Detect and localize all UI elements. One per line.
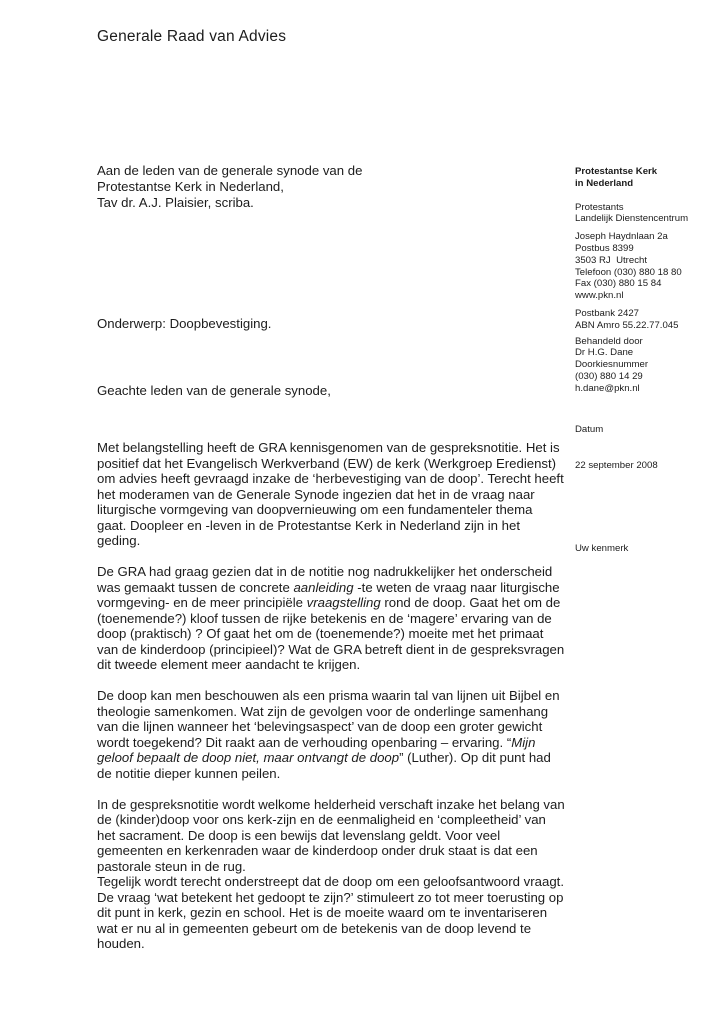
body-text-run: De GRA had graag gezien dat in de notitie nog nadrukkelijker het onderscheid was gemaakt tussen de concrete <box>97 564 553 595</box>
text-line: Postbus 8399 <box>575 242 634 254</box>
reference-label: Uw kenmerk <box>575 542 629 554</box>
text-line: (030) 880 14 29 <box>575 370 643 382</box>
body-text-run: rond de doop. Gaat het om de (toenemende?) kloof tussen de rijke betekenis en de ‘magere’ ervaring van de doop (praktisch) ? Of gaat het om de (toenemende?) moeite met het primaat van de kinderdoop (principieel)? Wat de GRA betreft dient in de gespreksvragen dit tweede element meer aandacht te krijgen. <box>97 595 565 672</box>
body-text-run: De doop kan men beschouwen als een prisma waarin tal van lijnen uit Bijbel en theologie samenkomen. Wat zijn de gevolgen voor de onderlinge samenhang van die lijnen wanneer het ‘belevingsaspect’ van de doop een groter gewicht wordt toegekend? Dit raakt aan de verhouding openbaring – ervaring. “ <box>97 688 560 750</box>
text-line: Doorkiesnummer <box>575 359 649 371</box>
body-paragraph <box>97 564 565 673</box>
subject-line: Onderwerp: Doopbevestiging. <box>97 316 272 331</box>
letterhead-reference-block <box>575 519 713 578</box>
text-line: Landelijk Dienstencentrum <box>575 213 689 225</box>
body-text-run: Tegelijk wordt terecht onderstreept dat de doop om een geloofsantwoord vraagt. De vraag ‘wat betekent het gedoopt te zijn?’ stimuleert zo tot meer toerusting op dit punt in kerk, gezin en school. Het is de moeite waard om te inventariseren wat er nu al in gemeenten gebeurt om de betekenis van de doop levend te houden. <box>97 874 564 951</box>
text-line: www.pkn.nl <box>575 290 624 302</box>
recipient-address-block <box>97 163 362 211</box>
text-line: Fax (030) 880 15 84 <box>575 278 662 290</box>
text-line: Behandeld door <box>575 335 643 347</box>
text-line: h.dane@pkn.nl <box>575 382 640 394</box>
emphasized-text: vraagstelling <box>306 595 381 610</box>
salutation-line: Geachte leden van de generale synode, <box>97 383 331 398</box>
text-line: Protestants <box>575 201 624 213</box>
text-line: Joseph Haydnlaan 2a <box>575 231 668 243</box>
body-text-run: -te weten de vraag naar liturgische vormgeving- en de meer principiële <box>97 579 560 610</box>
body-text-run: Met belangstelling heeft de GRA kennisgenomen van de gespreksnotitie. Het is positief dat het Evangelisch Werkverband (EW) de kerk (Werkgroep Eredienst) om advies heeft gevraagd inzake de ‘herbevestiging van de doop’. Terecht heeft het moderamen van de Generale Synode ingezien dat het in de vraag naar liturgische vormgeving van doopvernieuwing om een fundamenteler thema gaat. Doopleer en -leven in de Protestantse Kerk in Nederland zijn in het geding. <box>97 440 564 548</box>
letter-body <box>97 440 565 952</box>
text-line: Aan de leden van de generale synode van de <box>97 163 363 178</box>
date-value: 22 september 2008 <box>575 459 658 471</box>
letterhead-contact-person <box>575 336 713 395</box>
date-label: Datum <box>575 424 604 436</box>
body-text-run: In de gespreksnotitie wordt welkome helderheid verschaft inzake het belang van de (kinder)doop voor ons kerk-zijn en de eenmaligheid en ‘compleetheid’ van het sacrament. De doop is een bewijs dat levenslang geldt. Voor veel gemeenten en kerkenraden waar de kinderdoop onder druk staat is dat een pastorale steun in de rug. <box>97 796 565 874</box>
letterhead-bank-accounts <box>575 308 713 332</box>
body-paragraph <box>97 874 565 952</box>
text-line: Tav dr. A.J. Plaisier, scriba. <box>97 195 254 210</box>
text-line: Telefoon (030) 880 18 80 <box>575 266 682 278</box>
body-text-run: ” (Luther). Op dit punt had de notitie dieper kunnen peilen. <box>97 750 551 781</box>
letter-title: Generale Raad van Advies <box>97 28 287 45</box>
text-line: ABN Amro 55.22.77.045 <box>575 319 679 331</box>
letterhead-date-block <box>575 401 713 495</box>
emphasized-text: Mijn geloof bepaalt de doop niet, maar ontvangt de doop <box>97 734 536 765</box>
letterhead-postal-address <box>575 231 713 302</box>
text-line: Postbank 2427 <box>575 307 640 319</box>
letterhead-org-name <box>575 166 713 190</box>
body-paragraph <box>97 688 565 781</box>
body-paragraph <box>97 797 565 875</box>
letterhead-sidebar <box>575 166 713 578</box>
body-paragraph <box>97 440 565 549</box>
text-line: 3503 RJ Utrecht <box>575 254 647 266</box>
text-line: Protestantse Kerk <box>575 166 658 177</box>
text-line: Protestantse Kerk in Nederland, <box>97 179 284 194</box>
text-line: Dr H.G. Dane <box>575 347 634 359</box>
emphasized-text: aanleiding <box>293 579 354 595</box>
text-line: in Nederland <box>575 177 634 189</box>
letterhead-department <box>575 202 713 226</box>
